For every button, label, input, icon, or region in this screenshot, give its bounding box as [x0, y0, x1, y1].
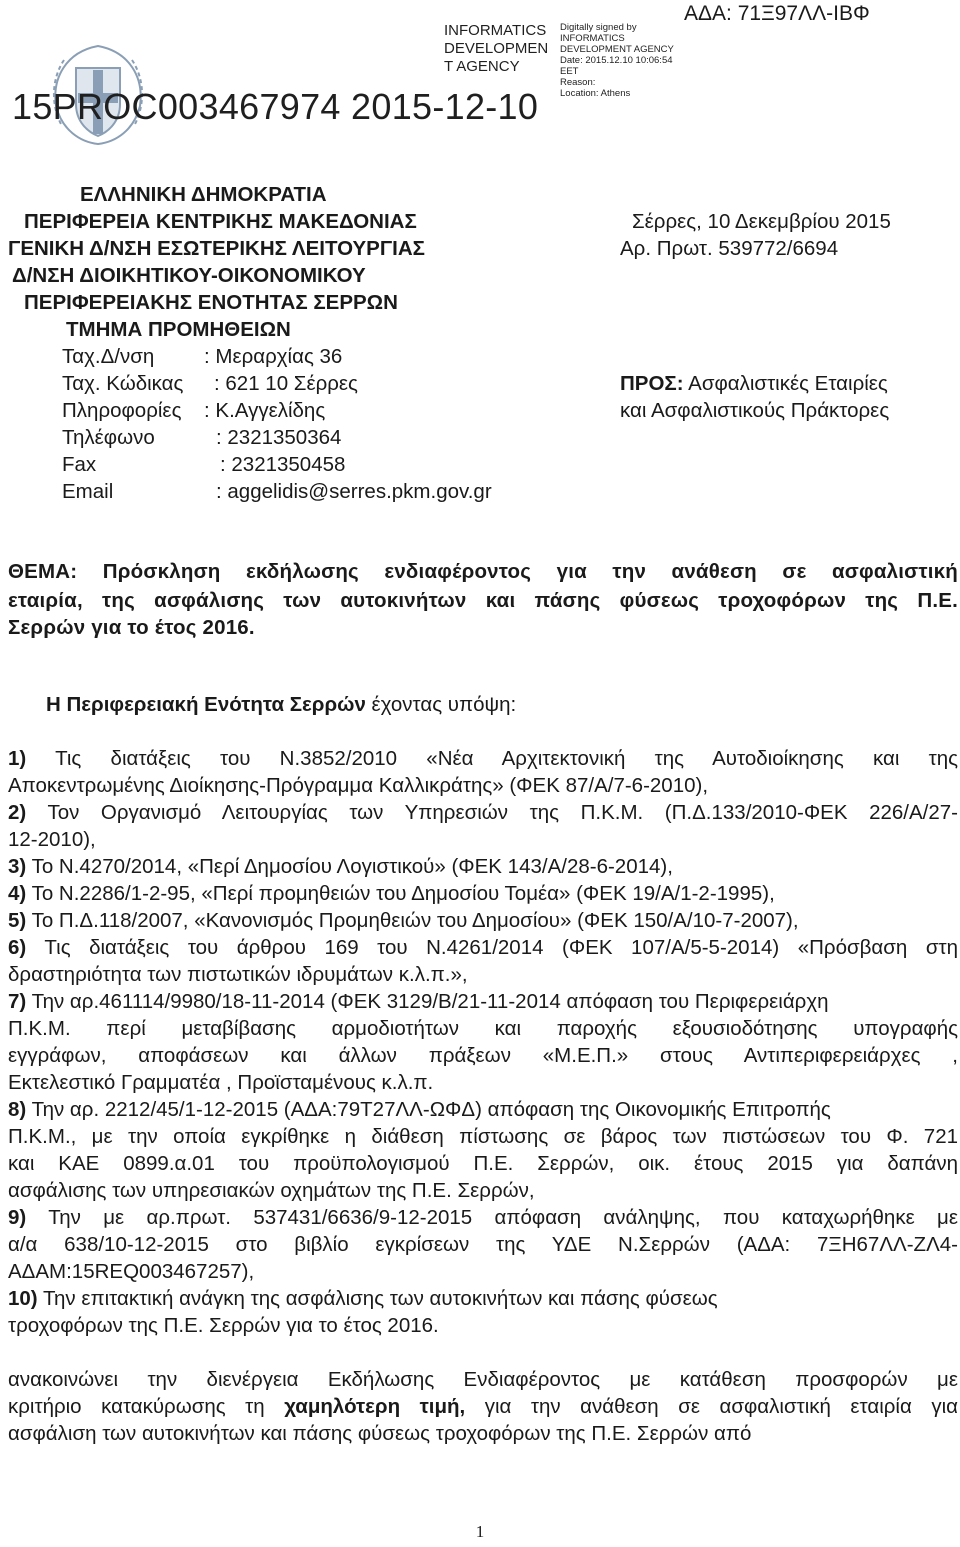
- signature-line: EET: [560, 66, 579, 77]
- recipient-line-2: και Ασφαλιστικούς Πράκτορες: [620, 399, 890, 422]
- intro-line: [46, 692, 516, 718]
- intro-subject: Η Περιφερειακή Ενότητα Σερρών: [46, 693, 366, 716]
- contact-label: Ταχ.Δ/νση: [62, 345, 155, 368]
- signature-line: DEVELOPMENT AGENCY: [560, 44, 674, 55]
- consideration-10: [8, 1286, 718, 1312]
- place-date: Σέρρες, 10 Δεκεμβρίου 2015: [632, 210, 891, 233]
- consideration-7: [8, 989, 829, 1015]
- consideration-5: [8, 908, 799, 934]
- contact-address: [62, 343, 342, 370]
- lowest-price-emphasis: χαμηλότερη τιμή,: [284, 1395, 466, 1418]
- contact-value: : Μεραρχίας 36: [204, 345, 343, 368]
- recipient-block: [620, 370, 889, 424]
- consideration-2: [8, 800, 958, 826]
- closing-text: κριτήριο κατακύρωσης τη: [8, 1395, 285, 1418]
- list-text: Το Ν.2286/1-2-95, «Περί προμηθειών του Δημοσίου Τομέα» (ΦΕΚ 19/Α/1-2-1995),: [31, 882, 775, 905]
- list-text: Την αρ.461114/9980/18-11-2014 (ΦΕΚ 3129/Β/21-11-2014 απόφαση του Περιφερειάρχη: [31, 990, 829, 1013]
- list-text: Τον Οργανισμό Λειτουργίας των Υπηρεσιών της Π.Κ.Μ. (Π.Δ.133/2010-ΦΕΚ 226/Α/27-: [47, 801, 958, 824]
- consideration-9-cont-1: α/α 638/10-12-2015 στο βιβλίο εγκρίσεων της ΥΔΕ Ν.Σερρών (ΑΔΑ: 7ΞΗ67ΛΛ-ΖΛ4-: [8, 1233, 958, 1256]
- list-number: 5): [8, 909, 27, 932]
- contact-label: Τηλέφωνο: [62, 426, 155, 449]
- contact-value: : 2321350458: [220, 453, 346, 476]
- consideration-1: [8, 746, 958, 772]
- list-text: Τις διατάξεις του άρθρου 169 του Ν.4261/2014 (ΦΕΚ 107/Α/5-5-2014) «Πρόσβαση στη: [44, 936, 958, 959]
- consideration-8: [8, 1097, 831, 1123]
- org-line-department: ΤΜΗΜΑ ΠΡΟΜΗΘΕΙΩΝ: [66, 318, 291, 341]
- digital-signature-details: [560, 22, 680, 99]
- consideration-8-cont-3: ασφάλισης των υπηρεσιακών οχημάτων της Π.Ε. Σερρών,: [8, 1179, 535, 1202]
- list-number: 4): [8, 882, 27, 905]
- consideration-10-cont: τροχοφόρων της Π.Ε. Σερρών για το έτος 2016.: [8, 1314, 439, 1337]
- consideration-6-cont: δραστηριότητα των πιστωτικών ιδρυμάτων κ.λ.π.»,: [8, 963, 468, 986]
- list-number: 8): [8, 1098, 27, 1121]
- org-line-directorate: Δ/ΝΣΗ ΔΙΟΙΚΗΤΙΚΟΥ-ΟΙΚΟΝΟΜΙΚΟΥ: [12, 264, 366, 287]
- signature-line: INFORMATICS: [560, 33, 625, 44]
- consideration-7-cont-2: εγγράφων, αποφάσεων και άλλων πράξεων «Μ.Ε.Π.» στους Αντιπεριφερειάρχες ,: [8, 1044, 958, 1067]
- signature-line: Date: 2015.12.10 10:06:54: [560, 55, 673, 66]
- closing-line-2: [8, 1394, 958, 1420]
- recipient-line-1: [620, 370, 889, 397]
- contact-email: [62, 478, 492, 505]
- signature-line: Location: Athens: [560, 88, 631, 99]
- consideration-6: [8, 935, 958, 961]
- consideration-7-cont-1: Π.Κ.Μ. περί μεταβίβασης αρμοδιοτήτων και παροχής εξουσιοδότησης υπογραφής: [8, 1017, 958, 1040]
- document-stamp-id: 15PROC003467974 2015-12-10: [12, 86, 539, 127]
- signature-line: Digitally signed by: [560, 22, 637, 33]
- contact-value: : 621 10 Σέρρες: [214, 372, 358, 395]
- consideration-8-cont-1: Π.Κ.Μ., με την οποία εγκρίθηκε η διάθεση πίστωσης σε βάρος των πιστώσεων του Φ. 721: [8, 1125, 958, 1148]
- list-number: 6): [8, 936, 27, 959]
- list-number: 3): [8, 855, 27, 878]
- contact-fax: [62, 451, 345, 478]
- list-number: 7): [8, 990, 27, 1013]
- list-text: Τις διατάξεις του Ν.3852/2010 «Νέα Αρχιτεκτονική της Αυτοδιοίκησης και της: [55, 747, 958, 770]
- list-text: Την αρ. 2212/45/1-12-2015 (ΑΔΑ:79Τ27ΛΛ-ΩΦΔ) απόφαση της Οικονομικής Επιτροπής: [31, 1098, 831, 1121]
- closing-line-1: ανακοινώνει την διενέργεια Εκδήλωσης Ενδιαφέροντος με κατάθεση προσφορών με: [8, 1368, 958, 1391]
- signature-line: Reason:: [560, 77, 596, 88]
- list-text: Το Π.Δ.118/2007, «Κανονισμός Προμηθειών του Δημοσίου» (ΦΕΚ 150/Α/10-7-2007),: [31, 909, 799, 932]
- contact-phone: [62, 424, 341, 451]
- list-number: 1): [8, 747, 27, 770]
- contact-value: : aggelidis@serres.pkm.gov.gr: [216, 480, 492, 503]
- contact-postcode: [62, 370, 358, 397]
- contact-label: Email: [62, 480, 114, 503]
- org-line-regional-unit: ΠΕΡΙΦΕΡΕΙΑΚΗΣ ΕΝΟΤΗΤΑΣ ΣΕΡΡΩΝ: [24, 291, 398, 314]
- consideration-4: [8, 881, 775, 907]
- subject-line-1: ΘΕΜΑ: Πρόσκληση εκδήλωσης ενδιαφέροντος για την ανάθεση σε ασφαλιστική: [8, 560, 958, 583]
- consideration-1-cont: Αποκεντρωμένης Διοίκησης-Πρόγραμμα Καλλικράτης» (ΦΕΚ 87/Α/7-6-2010),: [8, 774, 709, 797]
- contact-label: Πληροφορίες: [62, 399, 182, 422]
- contact-label: Ταχ. Κώδικας: [62, 372, 184, 395]
- intro-rest: έχοντας υπόψη:: [365, 693, 517, 716]
- consideration-7-cont-3: Εκτελεστικό Γραμματέα , Προϊσταμένους κ.λ.π.: [8, 1071, 434, 1094]
- contact-label: Fax: [62, 453, 97, 476]
- consideration-2-cont: 12-2010),: [8, 828, 96, 851]
- list-number: 10): [8, 1287, 38, 1310]
- consideration-9-cont-2: ΑΔΑΜ:15REQ003467257),: [8, 1260, 255, 1283]
- list-number: 2): [8, 801, 27, 824]
- org-line-general-directorate: ΓΕΝΙΚΗ Δ/ΝΣΗ ΕΣΩΤΕΡΙΚΗΣ ΛΕΙΤΟΥΡΓΙΑΣ: [8, 237, 425, 260]
- recipient-name: Ασφαλιστικές Εταιρίες: [688, 372, 888, 395]
- list-number: 9): [8, 1206, 27, 1229]
- protocol-number: Αρ. Πρωτ. 539772/6694: [620, 237, 839, 260]
- consideration-9: [8, 1205, 958, 1231]
- recipient-label: ΠΡΟΣ:: [620, 372, 684, 395]
- org-line-region: ΠΕΡΙΦΕΡΕΙΑ ΚΕΝΤΡΙΚΗΣ ΜΑΚΕΔΟΝΙΑΣ: [24, 210, 417, 233]
- ada-code: ΑΔΑ: 71Ξ97ΛΛ-ΙΒΦ: [684, 2, 870, 25]
- page-number: 1: [475, 1522, 485, 1541]
- list-text: Την με αρ.πρωτ. 537431/6636/9-12-2015 απόφαση ανάληψης, που καταχωρήθηκε με: [48, 1206, 959, 1229]
- consideration-8-cont-2: και ΚΑΕ 0899.α.01 του προϋπολογισμού Π.Ε. Σερρών, οικ. έτους 2015 για δαπάνη: [8, 1152, 958, 1175]
- contact-value: : 2321350364: [216, 426, 342, 449]
- closing-line-3: ασφάλιση των αυτοκινήτων και πάσης φύσεως τροχοφόρων της Π.Ε. Σερρών από: [8, 1422, 752, 1445]
- contact-info-person: [62, 397, 325, 424]
- closing-text: για την ανάθεση σε ασφαλιστική εταιρία για: [465, 1395, 958, 1418]
- contact-value: : Κ.Αγγελίδης: [204, 399, 326, 422]
- org-line-republic: ΕΛΛΗΝΙΚΗ ΔΗΜΟΚΡΑΤΙΑ: [80, 183, 327, 206]
- subject-line-3: Σερρών για το έτος 2016.: [8, 616, 255, 639]
- subject-line-2: εταιρία, της ασφάλισης των αυτοκινήτων και πάσης φύσεως τροχοφόρων της Π.Ε.: [8, 589, 958, 612]
- list-text: Την επιτακτική ανάγκη της ασφάλισης των αυτοκινήτων και πάσης φύσεως: [42, 1287, 718, 1310]
- list-text: Το Ν.4270/2014, «Περί Δημοσίου Λογιστικού» (ΦΕΚ 143/Α/28-6-2014),: [31, 855, 673, 878]
- consideration-3: [8, 854, 673, 880]
- signer-name: INFORMATICS DEVELOPMEN T AGENCY: [444, 22, 549, 75]
